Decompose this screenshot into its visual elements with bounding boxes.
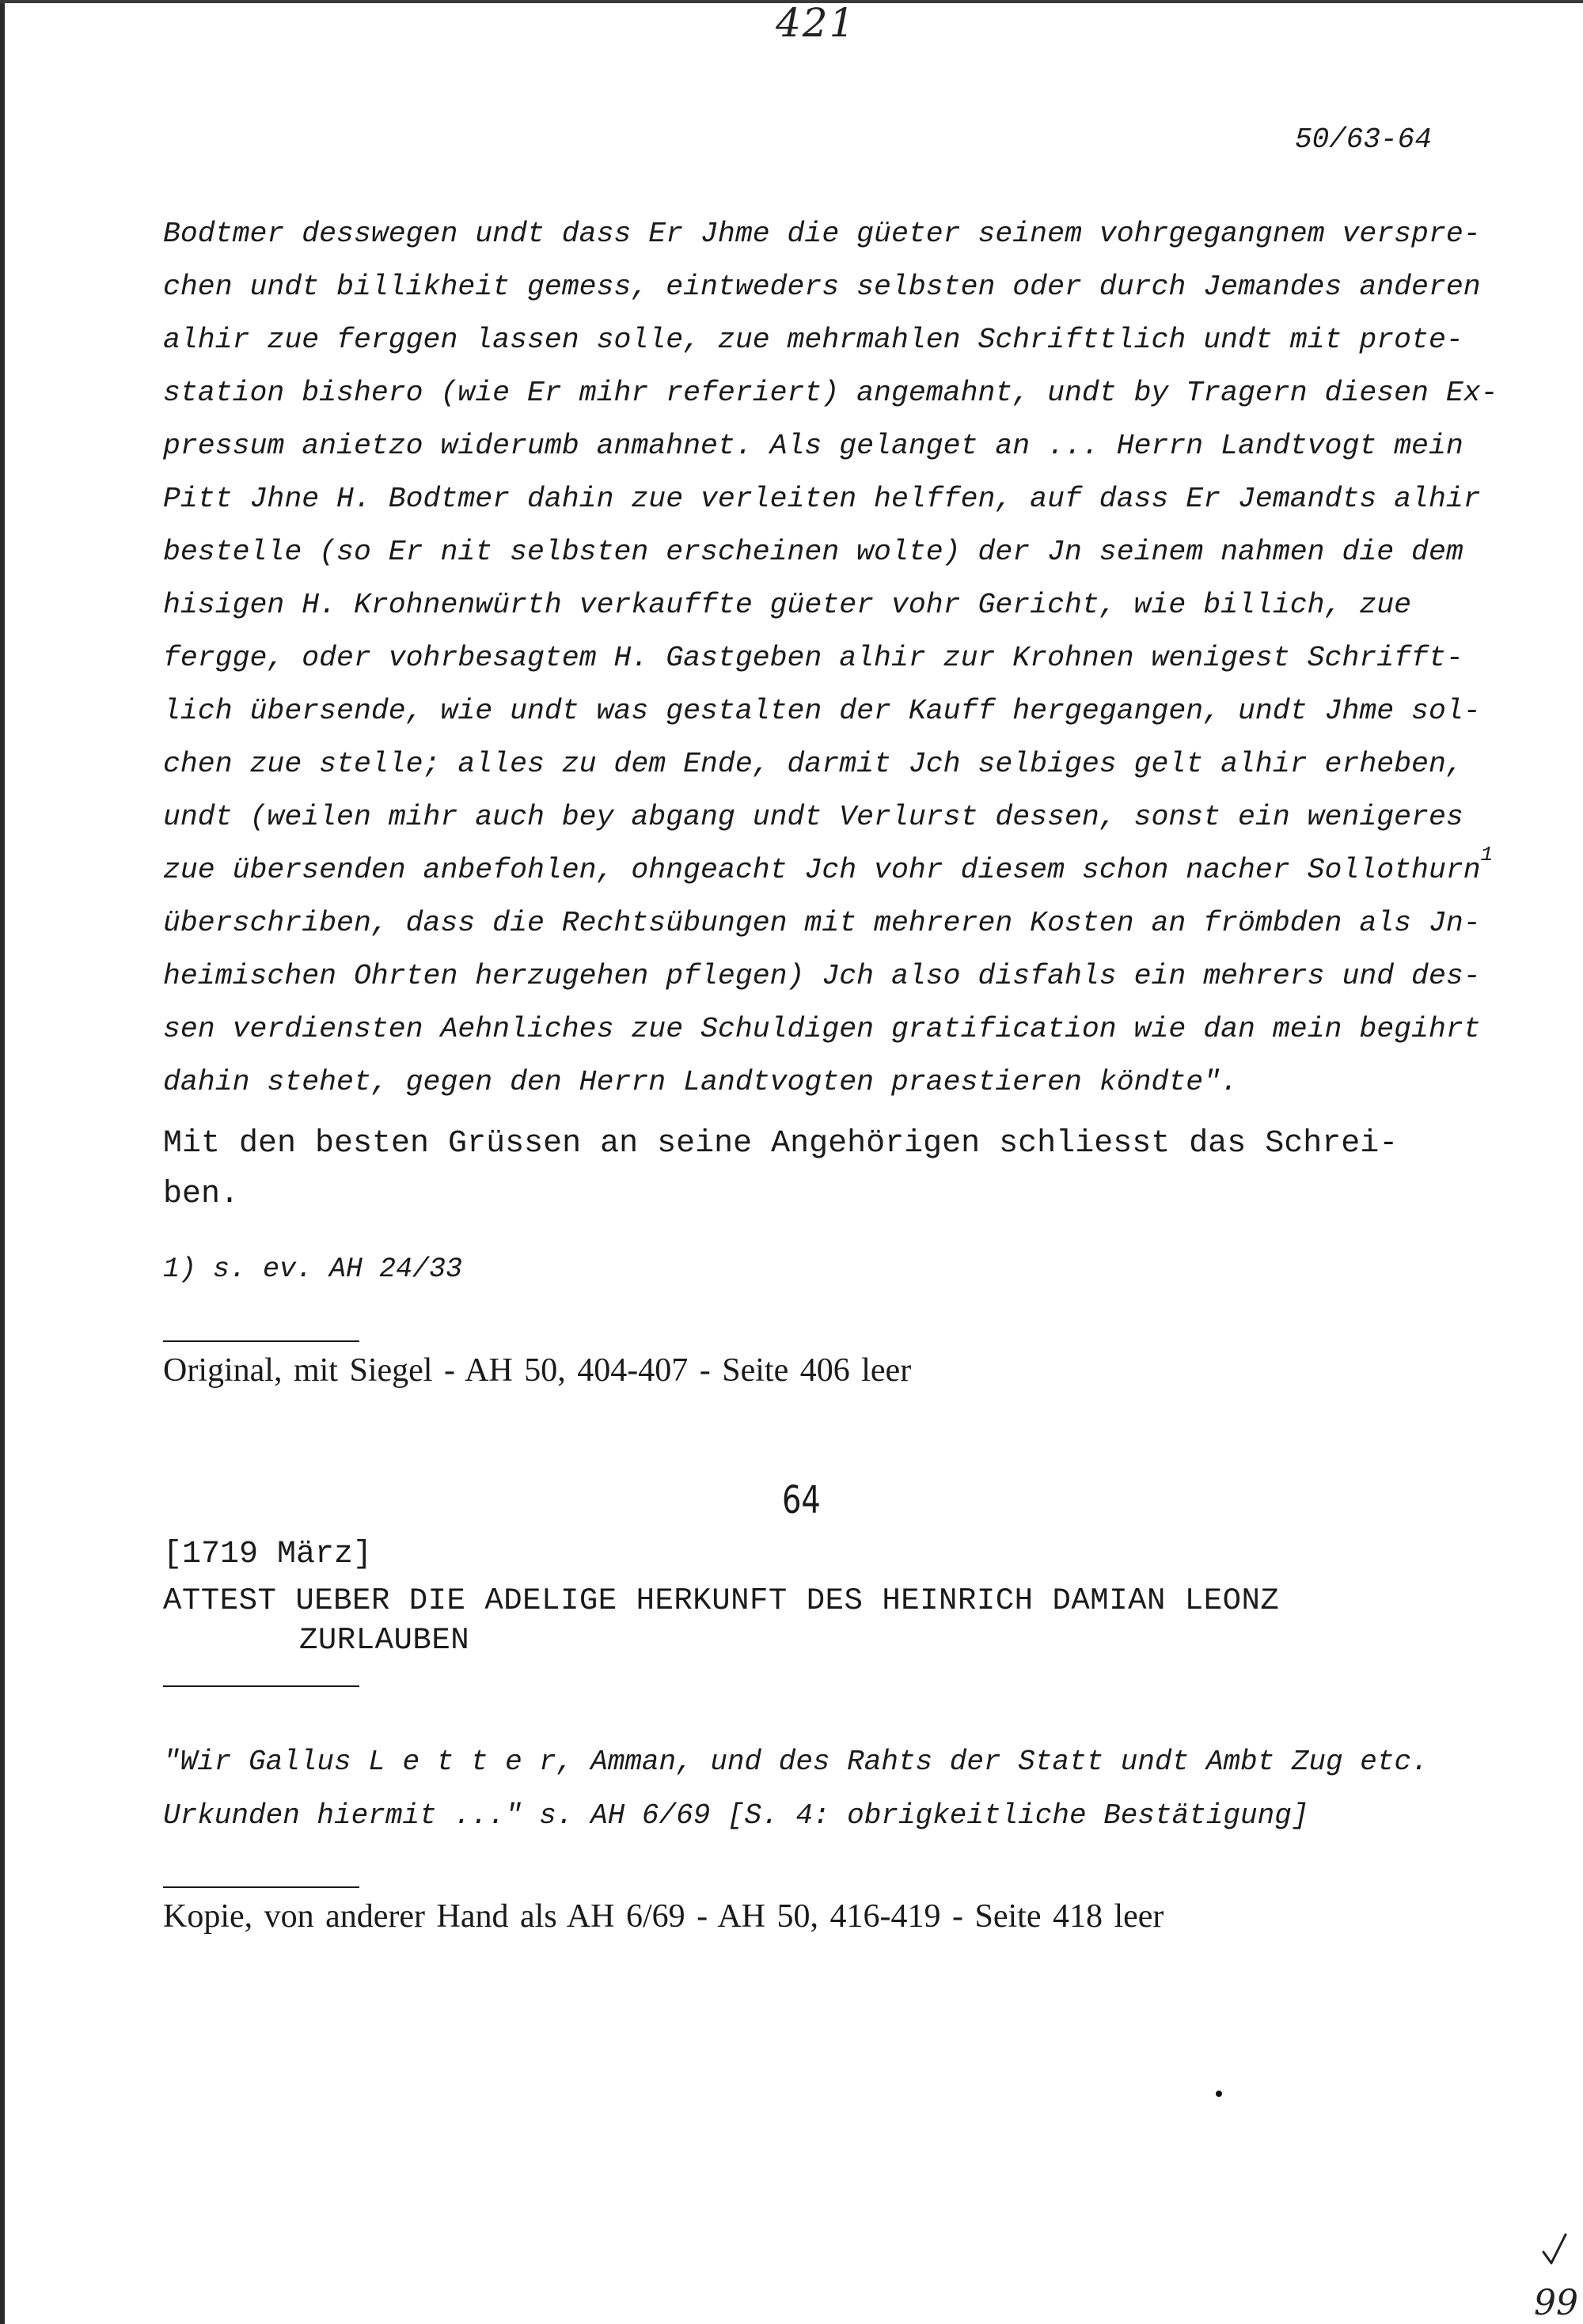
letter-line: heimischen Ohrten herzugehen pflegen) Jch also disfahls ein mehrers und des- bbox=[163, 960, 1481, 992]
letter-line: Bodtmer desswegen undt dass Er Jhme die güeter seinem vohrgegangnem verspre- bbox=[163, 218, 1481, 250]
letter-line: hisigen H. Krohnenwürth verkauffte güeter vohr Gericht, wie billich, zue bbox=[163, 589, 1412, 621]
letter-excerpt bbox=[163, 207, 1498, 1109]
page-edge-left bbox=[0, 0, 5, 2324]
letter-line: alhir zue ferggen lassen solle, zue mehrmahlen Schrifttlich undt mit prote- bbox=[163, 324, 1463, 356]
letter-line: fergge, oder vohrbesagtem H. Gastgeben alhir zur Krohnen wenigest Schrifft- bbox=[163, 642, 1463, 674]
letter-line: pressum anietzo widerumb anmahnet. Als gelanget an ... Herrn Landtvogt mein bbox=[163, 430, 1463, 462]
letter-line: bestelle (so Er nit selbsten erscheinen wolte) der Jn seinem nahmen die dem bbox=[163, 536, 1463, 568]
separator-rule bbox=[163, 1340, 359, 1342]
speck bbox=[1216, 2091, 1222, 2097]
handwritten-page-number: 99 bbox=[1534, 2283, 1578, 2323]
letter-line-with-footnote bbox=[163, 843, 1494, 897]
checkmark-icon bbox=[1540, 2231, 1569, 2268]
letter-line: station bishero (wie Er mihr referiert) angemahnt, undt by Tragern diesen Ex- bbox=[163, 377, 1498, 409]
title-line: ZURLAUBEN bbox=[299, 1623, 470, 1658]
incipit-line: "Wir Gallus L e t t e r, Amman, und des Rahts der Statt undt Ambt Zug etc. bbox=[163, 1746, 1429, 1778]
closing-line: ben. bbox=[163, 1177, 240, 1212]
document-date: [1719 März] bbox=[163, 1537, 373, 1572]
footnote-marker: 1 bbox=[1480, 843, 1494, 866]
letter-line: dahin stehet, gegen den Herrn Landtvogten praestieren köndte". bbox=[163, 1066, 1239, 1098]
letter-line: undt (weilen mihr auch bey abgang undt Verlurst dessen, sonst ein wenigeres bbox=[163, 801, 1463, 833]
closing-summary bbox=[163, 1119, 1398, 1220]
provenance-note: Original, mit Siegel - AH 50, 404-407 - Seite 406 leer bbox=[163, 1352, 912, 1389]
incipit-line: Urkunden hiermit ..." s. AH 6/69 [S. 4: obrigkeitliche Bestätigung] bbox=[163, 1799, 1309, 1832]
letter-line: zue übersenden anbefohlen, ohngeacht Jch vohr diesem schon nacher Sollothurn bbox=[163, 854, 1481, 886]
separator-rule bbox=[163, 1886, 359, 1888]
provenance-note: Kopie, von anderer Hand als AH 6/69 - AH 50, 416-419 - Seite 418 leer bbox=[163, 1898, 1164, 1935]
letter-line: chen zue stelle; alles zu dem Ende, darmit Jch selbiges gelt alhir erheben, bbox=[163, 748, 1463, 780]
letter-line: sen verdiensten Aehnliches zue Schuldigen gratification wie dan mein begihrt bbox=[163, 1013, 1481, 1045]
closing-line: Mit den besten Grüssen an seine Angehörigen schliesst das Schrei- bbox=[163, 1126, 1399, 1162]
footnote: 1) s. ev. AH 24/33 bbox=[163, 1253, 463, 1285]
letter-line: überschriben, dass die Rechtsübungen mit mehreren Kosten an frömbden als Jn- bbox=[163, 907, 1481, 939]
document-reference: 50/63-64 bbox=[1295, 123, 1432, 156]
handwritten-folio-number: 421 bbox=[776, 0, 856, 46]
separator-rule bbox=[163, 1685, 359, 1687]
letter-line: Pitt Jhne H. Bodtmer dahin zue verleiten helffen, auf dass Er Jemandts alhir bbox=[163, 483, 1481, 515]
title-line: ATTEST UEBER DIE ADELIGE HERKUNFT DES HEINRICH DAMIAN LEONZ bbox=[163, 1583, 1280, 1618]
letter-line: lich übersende, wie undt was gestalten der Kauff hergegangen, undt Jhme sol- bbox=[163, 695, 1481, 727]
document-title bbox=[163, 1581, 1279, 1660]
document-number: 64 bbox=[782, 1478, 821, 1522]
letter-line: chen undt billikheit gemess, eintweders selbsten oder durch Jemandes anderen bbox=[163, 271, 1481, 303]
